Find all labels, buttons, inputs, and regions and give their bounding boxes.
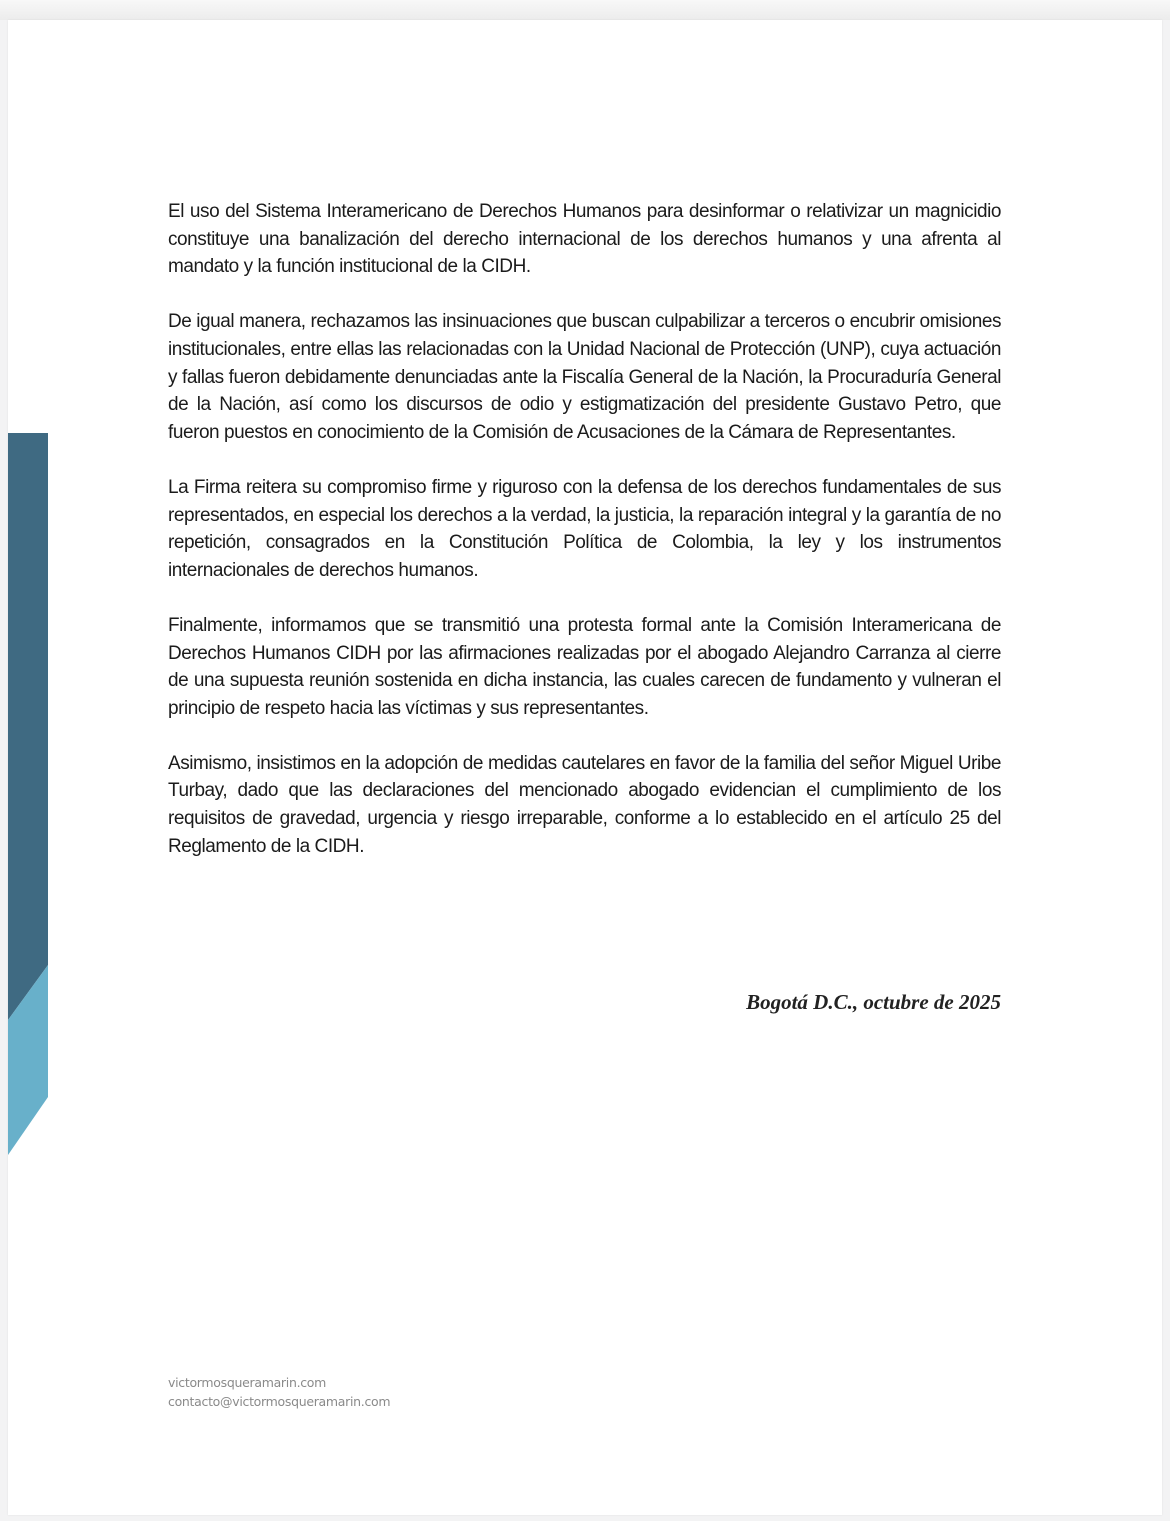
paragraph: La Firma reitera su compromiso firme y riguroso con la defensa de los derechos fundamentales de sus representados, en especial los derechos a la verdad, la justicia, la reparación integral y la garantía de no repetición, consagrados en la Constitución Política de Colombia, la ley y los instrumentos internacionales de derechos humanos. — [168, 476, 1001, 581]
stripe-dark-band — [8, 433, 48, 1020]
document-body — [168, 198, 1001, 888]
paragraph: El uso del Sistema Interamericano de Derechos Humanos para desinformar o relativizar un magnicidio constituye una banalización del derecho internacional de los derechos humanos y una afrenta al mandato y la función institucional de la CIDH. — [168, 201, 1001, 278]
footer-contact — [168, 1373, 390, 1411]
viewer-top-bar — [0, 0, 1170, 20]
paragraph: De igual manera, rechazamos las insinuaciones que buscan culpabilizar a terceros o encubrir omisiones institucionales, entre ellas las relacionadas con la Unidad Nacional de Protección (UNP), cuya actuación y fallas fueron debidamente denunciadas ante la Fiscalía General de la Nación, la Procuraduría General de la Nación, así como los discursos de odio y estigmatización del presidente Gustavo Petro, que fueron puestos en conocimiento de la Comisión de Acusaciones de la Cámara de Representantes. — [168, 311, 1001, 443]
paragraph: Asimismo, insistimos en la adopción de medidas cautelares en favor de la familia del señor Miguel Uribe Turbay, dado que las declaraciones del mencionado abogado evidencian el cumplimiento de los requisitos de gravedad, urgencia y riesgo irreparable, conforme a lo establecido en el artículo 25 del Reglamento de la CIDH. — [168, 752, 1001, 857]
decorative-side-stripe — [8, 433, 48, 1155]
footer-website[interactable]: victormosqueramarin.com — [168, 1375, 327, 1390]
paragraph: Finalmente, informamos que se transmitió una protesta formal ante la Comisión Interamericana de Derechos Humanos CIDH por las afirmaciones realizadas por el abogado Alejandro Carranza al cierre de una supuesta reunión sostenida en dicha instancia, las cuales carecen de fundamento y vulneran el principio de respeto hacia las víctimas y sus representantes. — [168, 614, 1001, 719]
footer-email[interactable]: contacto@victormosqueramarin.com — [168, 1394, 391, 1409]
place-date-signature: Bogotá D.C., octubre de 2025 — [746, 990, 1001, 1014]
